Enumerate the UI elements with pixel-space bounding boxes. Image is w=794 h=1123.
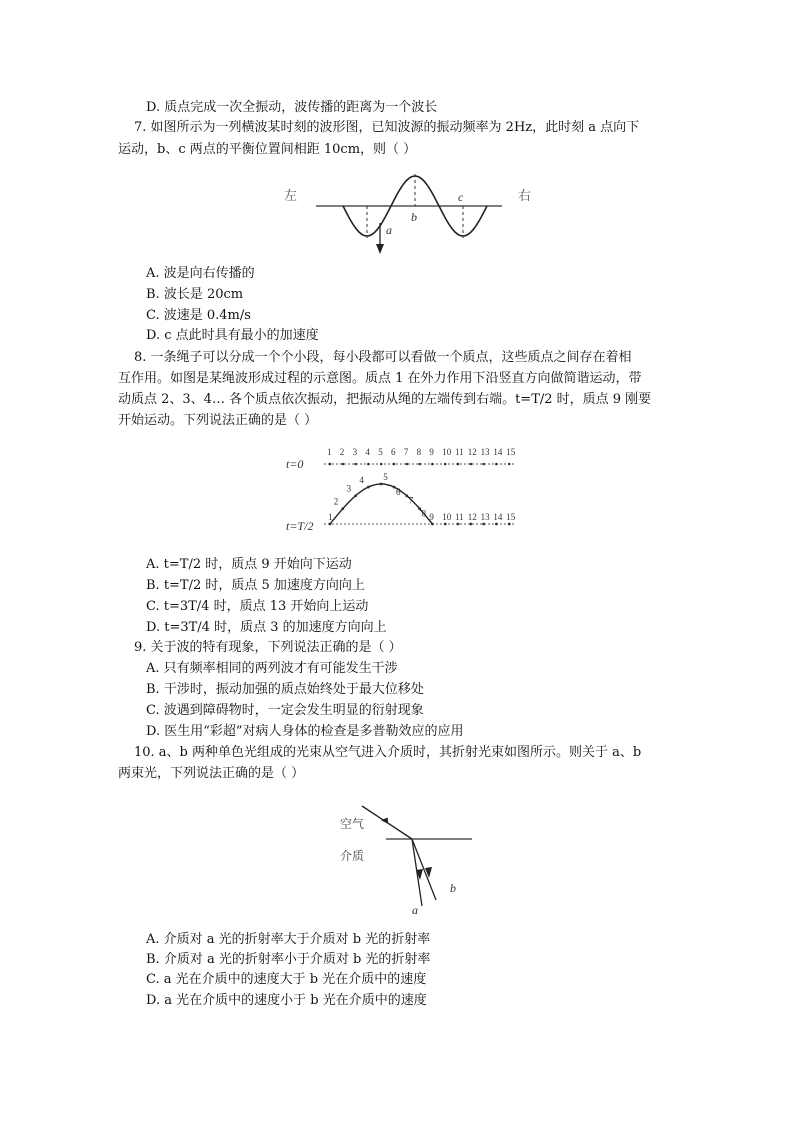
q8-option-d: D. t=3T/4 时，质点 3 的加速度方向向上 [146, 620, 387, 635]
q8-t0-number: 12 [467, 447, 477, 457]
q8-thalf-number: 9 [429, 512, 434, 522]
q10-incident-arrow-icon [381, 815, 391, 824]
q8-wave-arc [330, 484, 432, 524]
q8-thalf-dot [380, 483, 383, 486]
q7-option-c: C. 波速是 0.4m/s [146, 308, 251, 323]
q10-option-d: D. a 光在介质中的速度小于 b 光在介质中的速度 [146, 993, 427, 1008]
q6-option-d: D. 质点完成一次全振动，波传播的距离为一个波长 [146, 100, 438, 115]
q10-option-a: A. 介质对 a 光的折射率大于介质对 b 光的折射率 [146, 932, 431, 947]
q8-t0-number: 13 [480, 447, 490, 457]
q8-option-c: C. t=3T/4 时，质点 13 开始向上运动 [146, 599, 369, 614]
q9-option-a: A. 只有频率相同的两列波才有可能发生干涉 [146, 661, 398, 676]
q8-option-a: A. t=T/2 时，质点 9 开始向下运动 [146, 557, 352, 572]
q7-point-b: b [411, 210, 417, 224]
q8-t0-dot [482, 463, 485, 466]
q8-t0-dot [470, 463, 473, 466]
q10-refraction-figure [330, 802, 480, 917]
q8-t0-number: 11 [455, 447, 464, 457]
q10-option-b: B. 介质对 a 光的折射率小于介质对 b 光的折射率 [146, 952, 431, 967]
q7-point-c: c [458, 190, 464, 204]
q8-t0-number: 14 [493, 447, 503, 457]
q8-t0-number: 15 [506, 447, 516, 457]
q9-stem: 9. 关于波的特有现象，下列说法正确的是（ ） [134, 640, 402, 655]
q8-thalf-number: 10 [442, 512, 452, 522]
q7-option-b: B. 波长是 20cm [146, 287, 244, 302]
q8-t0-dot [406, 463, 409, 466]
q8-t0-dot [380, 463, 383, 466]
q8-t0-number: 3 [352, 447, 358, 457]
q8-t0-number: 7 [403, 447, 409, 457]
q8-t0-number: 6 [391, 447, 396, 457]
q8-thalf-number: 1 [328, 512, 333, 522]
q8-t0-number: 4 [365, 447, 370, 457]
q8-thalf-dot [418, 507, 421, 510]
q8-t0-dot [431, 463, 434, 466]
q8-thalf-number: 6 [396, 487, 401, 498]
q8-t0-dot [393, 463, 396, 466]
q8-thalf-number: 15 [506, 512, 516, 522]
q8-t0-dot [444, 463, 447, 466]
q8-thalf-dot [508, 523, 511, 526]
q7-stem-line2: 运动，b、c 两点的平衡位置间相距 10cm，则（ ） [118, 142, 417, 157]
q10-stem-line2: 两束光，下列说法正确的是（ ） [118, 766, 305, 781]
q8-thalf-dot [329, 523, 332, 526]
q8-t0-number: 1 [327, 447, 332, 457]
q8-option-b: B. t=T/2 时，质点 5 加速度方向向上 [146, 578, 365, 593]
q8-stem-line1: 8. 一条绳子可以分成一个个小段，每小段都可以看做一个质点，这些质点之间存在着相 [134, 350, 632, 365]
q8-thalf-dot [457, 523, 460, 526]
q8-thalf-number: 3 [346, 483, 352, 494]
q8-t0-number: 2 [339, 447, 345, 457]
q7-right-label: 右 [518, 188, 532, 203]
q8-thalf-dot [405, 494, 408, 497]
q8-t0-markers [327, 447, 516, 465]
q8-thalf-dot [367, 486, 370, 489]
q8-t0-dot [457, 463, 460, 466]
q8-thalf-markers [328, 472, 516, 525]
q7-stem-line1: 7. 如图所示为一列横波某时刻的波形图，已知波源的振动频率为 2Hz，此时刻 a 点向下 [134, 120, 640, 135]
q8-t0-dot [342, 463, 345, 466]
q8-t0-dot [354, 463, 357, 466]
q8-stem-line3: 动质点 2、3、4… 各个质点依次振动，把振动从绳的左端传到右端。t=T/2 时，质点 9 刚要 [118, 392, 652, 407]
q8-thalf-number: 8 [421, 508, 427, 519]
q7-wave-figure [270, 168, 550, 258]
q10-option-c: C. a 光在介质中的速度大于 b 光在介质中的速度 [146, 972, 427, 987]
q8-t0-dot [495, 463, 498, 466]
q8-t0-dot [367, 463, 370, 466]
q10-ray-a-label: a [412, 903, 418, 917]
q8-stem-line2: 互作用。如图是某绳波形成过程的示意图。质点 1 在外力作用下沿竖直方向做简谐运动，带 [118, 371, 642, 386]
q7-left-label: 左 [284, 188, 298, 203]
q8-thalf-number: 5 [383, 472, 388, 482]
q8-thalf-number: 2 [333, 496, 339, 507]
q9-option-b: B. 干涉时，振动加强的质点始终处于最大位移处 [146, 682, 424, 697]
q7-option-a: A. 波是向右传播的 [146, 266, 255, 281]
q8-rope-figure [284, 440, 534, 536]
q7-option-d: D. c 点此时具有最小的加速度 [146, 328, 319, 343]
q10-air-label: 空气 [340, 817, 365, 831]
q10-ray-b [412, 839, 436, 900]
q7-point-a: a [386, 223, 392, 237]
q8-thalf-number: 14 [493, 512, 503, 522]
q8-thalf-label: t=T/2 [286, 519, 314, 533]
q8-thalf-dot [482, 523, 485, 526]
q8-t0-number: 5 [378, 447, 383, 457]
q9-option-c: C. 波遇到障碍物时，一定会发生明显的衍射现象 [146, 703, 424, 718]
q9-option-d: D. 医生用“彩超”对病人身体的检查是多普勒效应的应用 [146, 724, 464, 739]
q10-medium-label: 介质 [340, 849, 365, 863]
q8-thalf-number: 4 [359, 475, 364, 486]
q8-thalf-number: 7 [408, 495, 414, 506]
q8-thalf-dot [393, 486, 396, 489]
q8-t0-number: 10 [442, 447, 452, 457]
q8-thalf-number: 12 [467, 512, 477, 522]
q8-thalf-dot [431, 523, 434, 526]
q8-thalf-dot [444, 523, 447, 526]
q8-t0-label: t=0 [286, 457, 304, 471]
q8-t0-dot [508, 463, 511, 466]
q8-t0-number: 8 [416, 447, 422, 457]
q8-thalf-dot [469, 523, 472, 526]
q8-thalf-number: 13 [480, 512, 490, 522]
q8-thalf-dot [354, 494, 357, 497]
q10-ray-b-label: b [450, 881, 456, 895]
q7-arrow-down-icon [376, 244, 384, 254]
q8-t0-dot [329, 463, 332, 466]
q8-thalf-number: 11 [455, 512, 464, 522]
q8-thalf-dot [495, 523, 498, 526]
q8-t0-dot [418, 463, 421, 466]
q8-t0-number: 9 [429, 447, 434, 457]
q10-stem-line1: 10. a、b 两种单色光组成的光束从空气进入介质时，其折射光束如图所示。则关于 a、b [134, 745, 642, 760]
q8-stem-line4: 开始运动。下列说法正确的是（ ） [118, 413, 318, 428]
q8-thalf-dot [341, 507, 344, 510]
